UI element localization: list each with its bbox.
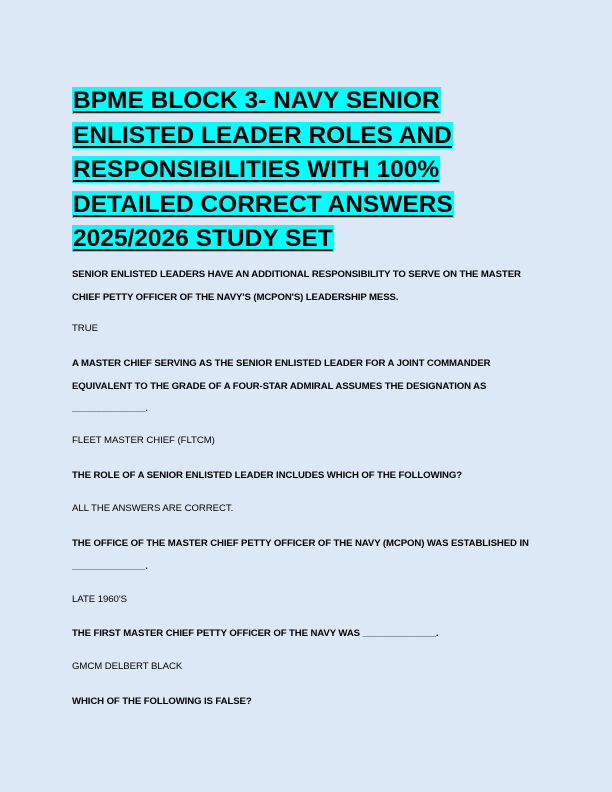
- qa-item-4: [72, 533, 542, 578]
- answer-text: FLEET MASTER CHIEF (FLTCM): [72, 435, 215, 446]
- question-text: WHICH OF THE FOLLOWING IS FALSE?: [72, 696, 252, 707]
- question-text: THE OFFICE OF THE MASTER CHIEF PETTY OFFICER OF THE NAVY (MCPON) WAS ESTABLISHED IN ______________.: [72, 538, 529, 572]
- answer-item-3: [72, 502, 542, 516]
- answer-item-5: [72, 660, 542, 674]
- question-text: THE ROLE OF A SENIOR ENLISTED LEADER INCLUDES WHICH OF THE FOLLOWING?: [72, 470, 462, 481]
- answer-text: LATE 1960'S: [72, 594, 127, 605]
- qa-item-3: [72, 465, 542, 488]
- document-page: [72, 84, 542, 257]
- document-title-text: BPME BLOCK 3- NAVY SENIOR ENLISTED LEADER ROLES AND RESPONSIBILITIES WITH 100% DETAILED CORRECT ANSWERS 2025/2026 STUDY SET: [73, 87, 453, 252]
- question-text: SENIOR ENLISTED LEADERS HAVE AN ADDITIONAL RESPONSIBILITY TO SERVE ON THE MASTER CHIEF PETTY OFFICER OF THE NAVY'S (MCPON'S) LEADERSHIP MESS.: [72, 269, 521, 303]
- answer-item-1: [72, 322, 542, 336]
- qa-item-1: [72, 264, 542, 309]
- answer-item-4: [72, 593, 542, 607]
- answer-text: TRUE: [72, 323, 98, 334]
- qa-item-5: [72, 623, 542, 646]
- question-text: THE FIRST MASTER CHIEF PETTY OFFICER OF THE NAVY WAS ______________.: [72, 628, 439, 639]
- answer-text: ALL THE ANSWERS ARE CORRECT.: [72, 503, 234, 514]
- question-text: A MASTER CHIEF SERVING AS THE SENIOR ENLISTED LEADER FOR A JOINT COMMANDER EQUIVALENT TO THE GRADE OF A FOUR-STAR ADMIRAL ASSUMES THE DESIGNATION AS ______________.: [72, 358, 491, 414]
- answer-text: GMCM DELBERT BLACK: [72, 661, 183, 672]
- answer-item-2: [72, 434, 542, 448]
- document-title: [72, 84, 542, 257]
- qa-item-6: [72, 691, 542, 714]
- qa-item-2: [72, 353, 542, 421]
